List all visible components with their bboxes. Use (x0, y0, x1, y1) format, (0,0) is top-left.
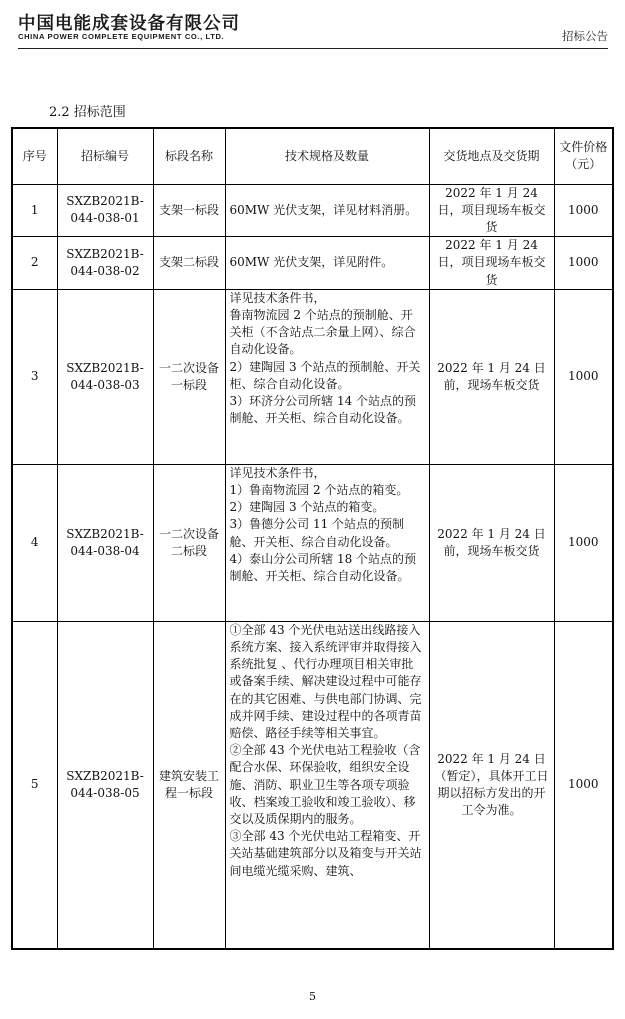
delivery-terms: 2022 年 1 月 24 日（暂定），具体开工日期以招标方发出的开工令为准。 (429, 621, 554, 949)
document-price: 1000 (554, 289, 613, 464)
spec-text: ①全部 43 个光伏电站送出线路接入系统方案、接入系统评审并取得接入系统批复 、代行办理项目相关审批或备案手续、解决建设过程中可能存在的其它困难、与供电部门协调、完成并网手续、建设过程中的各项青苗赔偿、路径手续等相关事宜。 (229, 622, 422, 740)
spec-text: 3）鲁德分公司 11 个站点的预制舱、开关柜、综合自动化设备。 (229, 517, 405, 549)
spec-text: 2）建陶园 3 个站点的箱变。 (229, 500, 385, 515)
document-type: 招标公告 (562, 29, 608, 43)
lot-name: 一二次设备二标段 (153, 464, 225, 621)
header-cell: 标段名称 (153, 128, 225, 184)
section-title: 2.2 招标范围 (49, 105, 126, 120)
bid-code: SXZB2021B-044-038-01 (57, 184, 153, 237)
spec-cell (225, 464, 429, 621)
page-header (18, 10, 608, 48)
document-price: 1000 (554, 184, 613, 237)
spec-text: 60MW 光伏支架，详见材料消册。 (229, 202, 418, 217)
spec-text: ②全部 43 个光伏电站工程验收（含配合水保、环保验收，组织安全设施、消防、职业卫生等各项专项验收、档案竣工验收和竣工验收）、移交以及质保期内的服务。 (229, 743, 421, 826)
lot-name: 支架二标段 (153, 237, 225, 290)
delivery-terms: 2022 年 1 月 24 日，项目现场车板交货 (429, 237, 554, 290)
spec-cell (225, 237, 429, 290)
company-name-cn: 中国电能成套设备有限公司 (18, 14, 240, 34)
company-name-en: CHINA POWER COMPLETE EQUIPMENT CO., LTD. (18, 32, 225, 41)
spec-text: 1）鲁南物流园 2 个站点的箱变。 (229, 482, 409, 497)
header-cell: 交货地点及交货期 (429, 128, 554, 184)
bid-code: SXZB2021B-044-038-02 (57, 237, 153, 290)
table-row (12, 184, 613, 237)
bid-code: SXZB2021B-044-038-03 (57, 289, 153, 464)
table-row (12, 237, 613, 290)
table-header-row (12, 128, 613, 184)
spec-text: 详见技术条件书， (229, 290, 326, 305)
delivery-terms: 2022 年 1 月 24 日前，现场车板交货 (429, 464, 554, 621)
row-number: 3 (12, 289, 57, 464)
header-cell: 序号 (12, 128, 57, 184)
lot-name: 建筑安装工程一标段 (153, 621, 225, 949)
spec-text: 2）建陶园 3 个站点的预制舱、开关柜、综合自动化设备。 (229, 359, 421, 391)
header-cell: 招标编号 (57, 128, 153, 184)
header-divider (18, 48, 608, 49)
spec-text: 详见技术条件书， (229, 465, 326, 480)
document-price: 1000 (554, 464, 613, 621)
header-cell: 技术规格及数量 (225, 128, 429, 184)
spec-text: 鲁南物流园 2 个站点的预制舱、开关柜（不含站点二余量上网）、综合自动化设备。 (229, 307, 416, 357)
bid-scope-table (11, 127, 614, 950)
lot-name: 支架一标段 (153, 184, 225, 237)
page-number: 5 (309, 990, 316, 1003)
bid-code: SXZB2021B-044-038-04 (57, 464, 153, 621)
spec-cell (225, 289, 429, 464)
table-row (12, 621, 613, 949)
header-cell: 文件价格（元） (554, 128, 613, 184)
row-number: 4 (12, 464, 57, 621)
spec-text: 4）泰山分公司所辖 18 个站点的预制舱、开关柜、综合自动化设备。 (229, 551, 417, 583)
lot-name: 一二次设备一标段 (153, 289, 225, 464)
spec-text: ③全部 43 个光伏电站工程箱变、开关站基础建筑部分以及箱变与开关站间电缆光缆采购、建筑、 (229, 829, 422, 878)
spec-cell (225, 184, 429, 237)
bid-code: SXZB2021B-044-038-05 (57, 621, 153, 949)
spec-text: 60MW 光伏支架，详见附件。 (229, 255, 394, 270)
spec-text: 3）环济分公司所辖 14 个站点的预制舱、开关柜、综合自动化设备。 (229, 393, 417, 426)
table-row (12, 464, 613, 621)
delivery-terms: 2022 年 1 月 24 日，项目现场车板交货 (429, 184, 554, 237)
row-number: 2 (12, 237, 57, 290)
row-number: 5 (12, 621, 57, 949)
document-price: 1000 (554, 237, 613, 290)
spec-cell (225, 621, 429, 949)
table-row (12, 289, 613, 464)
delivery-terms: 2022 年 1 月 24 日前，现场车板交货 (429, 289, 554, 464)
document-price: 1000 (554, 621, 613, 949)
row-number: 1 (12, 184, 57, 237)
